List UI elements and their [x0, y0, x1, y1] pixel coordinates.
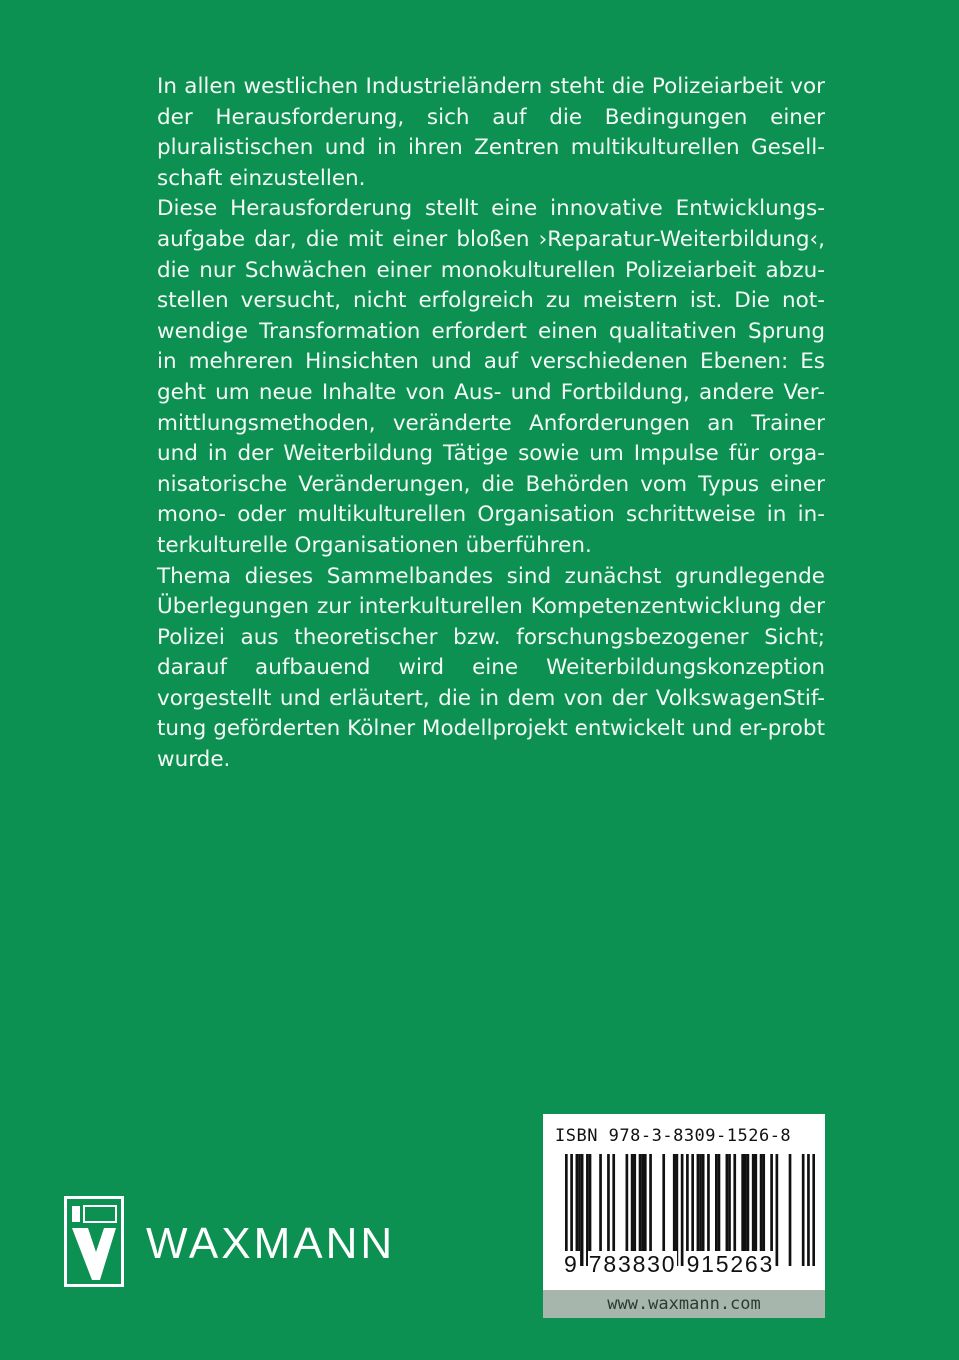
- blurb-line: der Polizei aus theoretischer bzw. forschungsbezogener: [157, 594, 825, 650]
- barcode-digits-left: 783830: [588, 1251, 677, 1277]
- barcode-bar: [728, 1154, 731, 1266]
- barcode-bar: [762, 1154, 765, 1266]
- barcode-bar: [702, 1154, 705, 1266]
- barcode-bar: [807, 1154, 810, 1266]
- barcode-bar: [565, 1154, 568, 1266]
- barcode-bar: [570, 1154, 573, 1266]
- barcode-bar: [747, 1154, 750, 1266]
- barcode-digits: [563, 1253, 819, 1276]
- isbn-barcode-panel: [543, 1114, 825, 1290]
- barcode-bar: [676, 1154, 679, 1266]
- blurb-line: in mehreren Hinsichten und auf verschiedenen Ebenen: Es: [157, 349, 825, 375]
- blurb-line: schaft einzustellen.: [157, 165, 366, 191]
- blurb-paragraph-3: [157, 562, 825, 776]
- barcode-bar: [741, 1154, 744, 1266]
- blurb-line: geht um neue Inhalte von Aus- und Fortbildung, andere Ver -: [157, 380, 825, 405]
- barcode-bar: [599, 1154, 602, 1266]
- barcode-bar: [718, 1154, 721, 1266]
- barcode-bar: [662, 1154, 665, 1266]
- blurb-line: Diese Herausforderung stellt eine innovative Entwicklungs -: [157, 196, 825, 221]
- barcode-bar: [649, 1154, 652, 1266]
- barcode-bar: [789, 1154, 792, 1266]
- barcode-bar: [733, 1154, 736, 1266]
- blurb-line: mono- oder multikulturellen Organisation schrittweise in in -: [157, 502, 825, 527]
- barcode-bar: [641, 1154, 644, 1266]
- barcode-bar: [612, 1154, 615, 1266]
- barcode-bar: [576, 1154, 579, 1266]
- barcode-bar: [754, 1154, 757, 1266]
- barcode-bar: [707, 1154, 710, 1266]
- back-cover-blurb: [157, 72, 825, 776]
- blurb-line: die nur Schwächen einer monokulturellen Polizeiarbeit abzu -: [157, 258, 825, 283]
- barcode-bar: [776, 1154, 779, 1266]
- barcode: [565, 1154, 815, 1266]
- barcode-bar: [673, 1154, 676, 1266]
- blurb-line: stellen versucht, nicht erfolgreich zu meistern ist. Die not -: [157, 288, 825, 313]
- blurb-line: terkulturelle Organisationen überführen.: [157, 532, 592, 558]
- barcode-bar: [726, 1154, 729, 1266]
- barcode-bar: [578, 1154, 581, 1266]
- blurb-line: Thema dieses Sammelbandes sind zunächst grundlegende: [157, 563, 825, 589]
- barcode-bar: [607, 1154, 610, 1266]
- blurb-line: pluralistischen und in ihren Zentren multikulturellen Gesell -: [157, 135, 825, 160]
- blurb-line: Überlegungen zur interkulturellen Kompetenzentwicklung: [157, 594, 782, 620]
- barcode-bar: [639, 1154, 642, 1266]
- blurb-line: und in der Weiterbildung Tätige sowie um Impulse für orga -: [157, 441, 825, 466]
- barcode-bar: [644, 1154, 647, 1266]
- publisher-website: www.waxmann.com: [543, 1290, 825, 1318]
- publisher-name: WAXMANN: [146, 1219, 396, 1268]
- barcode-bar: [681, 1154, 684, 1266]
- barcode-bar: [812, 1154, 815, 1266]
- blurb-line: mittlungsmethoden, veränderte Anforderungen an Trainer: [157, 410, 825, 436]
- blurb-line: wendige Transformation erfordert einen qualitativen Sprung: [157, 318, 825, 344]
- barcode-bar: [686, 1154, 689, 1266]
- barcode-bar: [760, 1154, 763, 1266]
- blurb-line: vorgestellt und erläutert, die in dem von der VolkswagenStif -: [157, 686, 825, 711]
- barcode-bar: [744, 1154, 747, 1266]
- barcode-bar: [581, 1154, 584, 1266]
- barcode-bar: [691, 1154, 694, 1266]
- waxmann-logo-icon: [64, 1196, 124, 1287]
- barcode-bar: [715, 1154, 718, 1266]
- blurb-line: aufgabe dar, die mit einer bloßen ›Reparatur-Weiterbildung‹,: [157, 226, 825, 252]
- blurb-line: In allen westlichen Industrieländern steht die Polizeiarbeit: [157, 74, 783, 99]
- barcode-bar: [589, 1154, 592, 1266]
- blurb-paragraph-2: [157, 194, 825, 561]
- barcode-bar: [631, 1154, 634, 1266]
- barcode-bar: [697, 1154, 700, 1266]
- barcode-bar: [752, 1154, 755, 1266]
- blurb-paragraph-1: [157, 72, 825, 194]
- barcode-digit-lead: 9: [564, 1251, 579, 1277]
- blurb-line: vor der Herausforderung, sich auf die Bedingungen einer: [157, 74, 825, 130]
- isbn-label: ISBN 978-3-8309-1526-8: [555, 1126, 792, 1146]
- blurb-line: probt wurde.: [157, 716, 825, 773]
- blurb-line: Sicht; darauf aufbauend wird eine Weiterbildungskonzeption: [157, 624, 825, 681]
- barcode-bar: [802, 1154, 805, 1266]
- barcode-bar: [699, 1154, 702, 1266]
- blurb-line: tung geförderten Kölner Modellprojekt entwickelt und er -: [157, 716, 768, 741]
- barcode-bar: [633, 1154, 636, 1266]
- barcode-bar: [626, 1154, 629, 1266]
- blurb-line: nisatorische Veränderungen, die Behörden vom Typus einer: [157, 471, 825, 497]
- barcode-bar: [770, 1154, 773, 1266]
- barcode-bar: [586, 1154, 589, 1266]
- barcode-digits-right: 915263: [686, 1251, 775, 1277]
